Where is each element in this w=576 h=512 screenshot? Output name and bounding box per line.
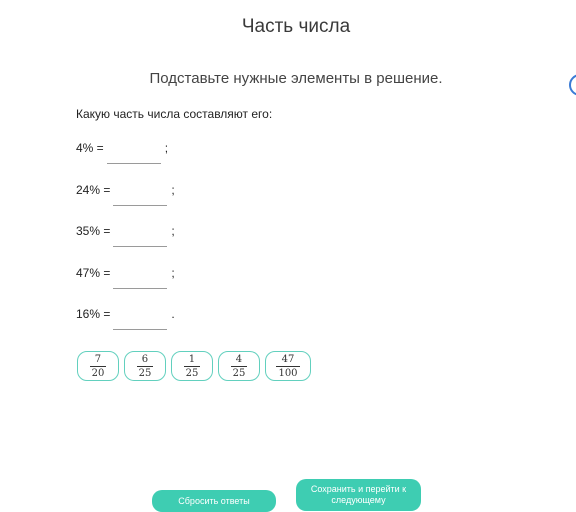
question-text: Какую часть числа составляют его: — [76, 107, 273, 121]
answer-row-3 — [76, 223, 175, 247]
option-chip[interactable] — [265, 351, 311, 381]
drop-slot-2[interactable] — [113, 181, 167, 206]
fraction-bar — [184, 366, 201, 367]
fraction-numerator: 1 — [188, 353, 196, 365]
fraction-bar — [231, 366, 248, 367]
fraction-bar — [90, 366, 107, 367]
fraction-denominator: 20 — [91, 367, 105, 379]
fraction-denominator: 25 — [185, 367, 199, 379]
answer-row-5 — [76, 306, 175, 330]
reset-answers-button[interactable]: Сбросить ответы — [152, 490, 276, 512]
row-label: 35% = — [76, 224, 111, 238]
row-label: 47% = — [76, 266, 111, 280]
fraction — [184, 354, 201, 379]
row-punctuation: ; — [164, 141, 169, 155]
option-chip[interactable] — [77, 351, 119, 381]
row-punctuation: ; — [171, 224, 175, 238]
fraction — [90, 354, 107, 379]
drop-slot-1[interactable] — [107, 139, 161, 164]
row-label: 4% = — [76, 141, 104, 155]
fraction-denominator: 100 — [278, 367, 298, 379]
answer-row-1 — [76, 140, 168, 164]
fraction-numerator: 4 — [235, 353, 243, 365]
fraction-numerator: 47 — [281, 353, 295, 365]
row-punctuation: ; — [171, 183, 175, 197]
fraction — [231, 354, 248, 379]
drop-slot-3[interactable] — [113, 222, 167, 247]
option-chip[interactable] — [171, 351, 213, 381]
save-and-next-button[interactable]: Сохранить и перейти к следующему — [296, 479, 421, 511]
drop-slot-4[interactable] — [113, 264, 167, 289]
fraction — [137, 354, 154, 379]
fraction-denominator: 25 — [232, 367, 246, 379]
fraction-bar — [137, 366, 154, 367]
page-title: Часть числа — [241, 16, 351, 37]
row-label: 24% = — [76, 183, 111, 197]
fraction-numerator: 6 — [141, 353, 149, 365]
answer-row-4 — [76, 265, 175, 289]
drop-slot-5[interactable] — [113, 305, 167, 330]
fraction-numerator: 7 — [94, 353, 102, 365]
instruction-text: Подставьте нужные элементы в решение. — [149, 70, 443, 87]
row-punctuation: . — [171, 307, 175, 321]
fraction-denominator: 25 — [138, 367, 152, 379]
row-label: 16% = — [76, 307, 111, 321]
fraction-bar — [276, 366, 299, 367]
answer-row-2 — [76, 182, 175, 206]
row-punctuation: ; — [171, 266, 175, 280]
fraction — [276, 354, 299, 379]
option-chip[interactable] — [124, 351, 166, 381]
option-chip[interactable] — [218, 351, 260, 381]
answer-options — [77, 351, 311, 381]
